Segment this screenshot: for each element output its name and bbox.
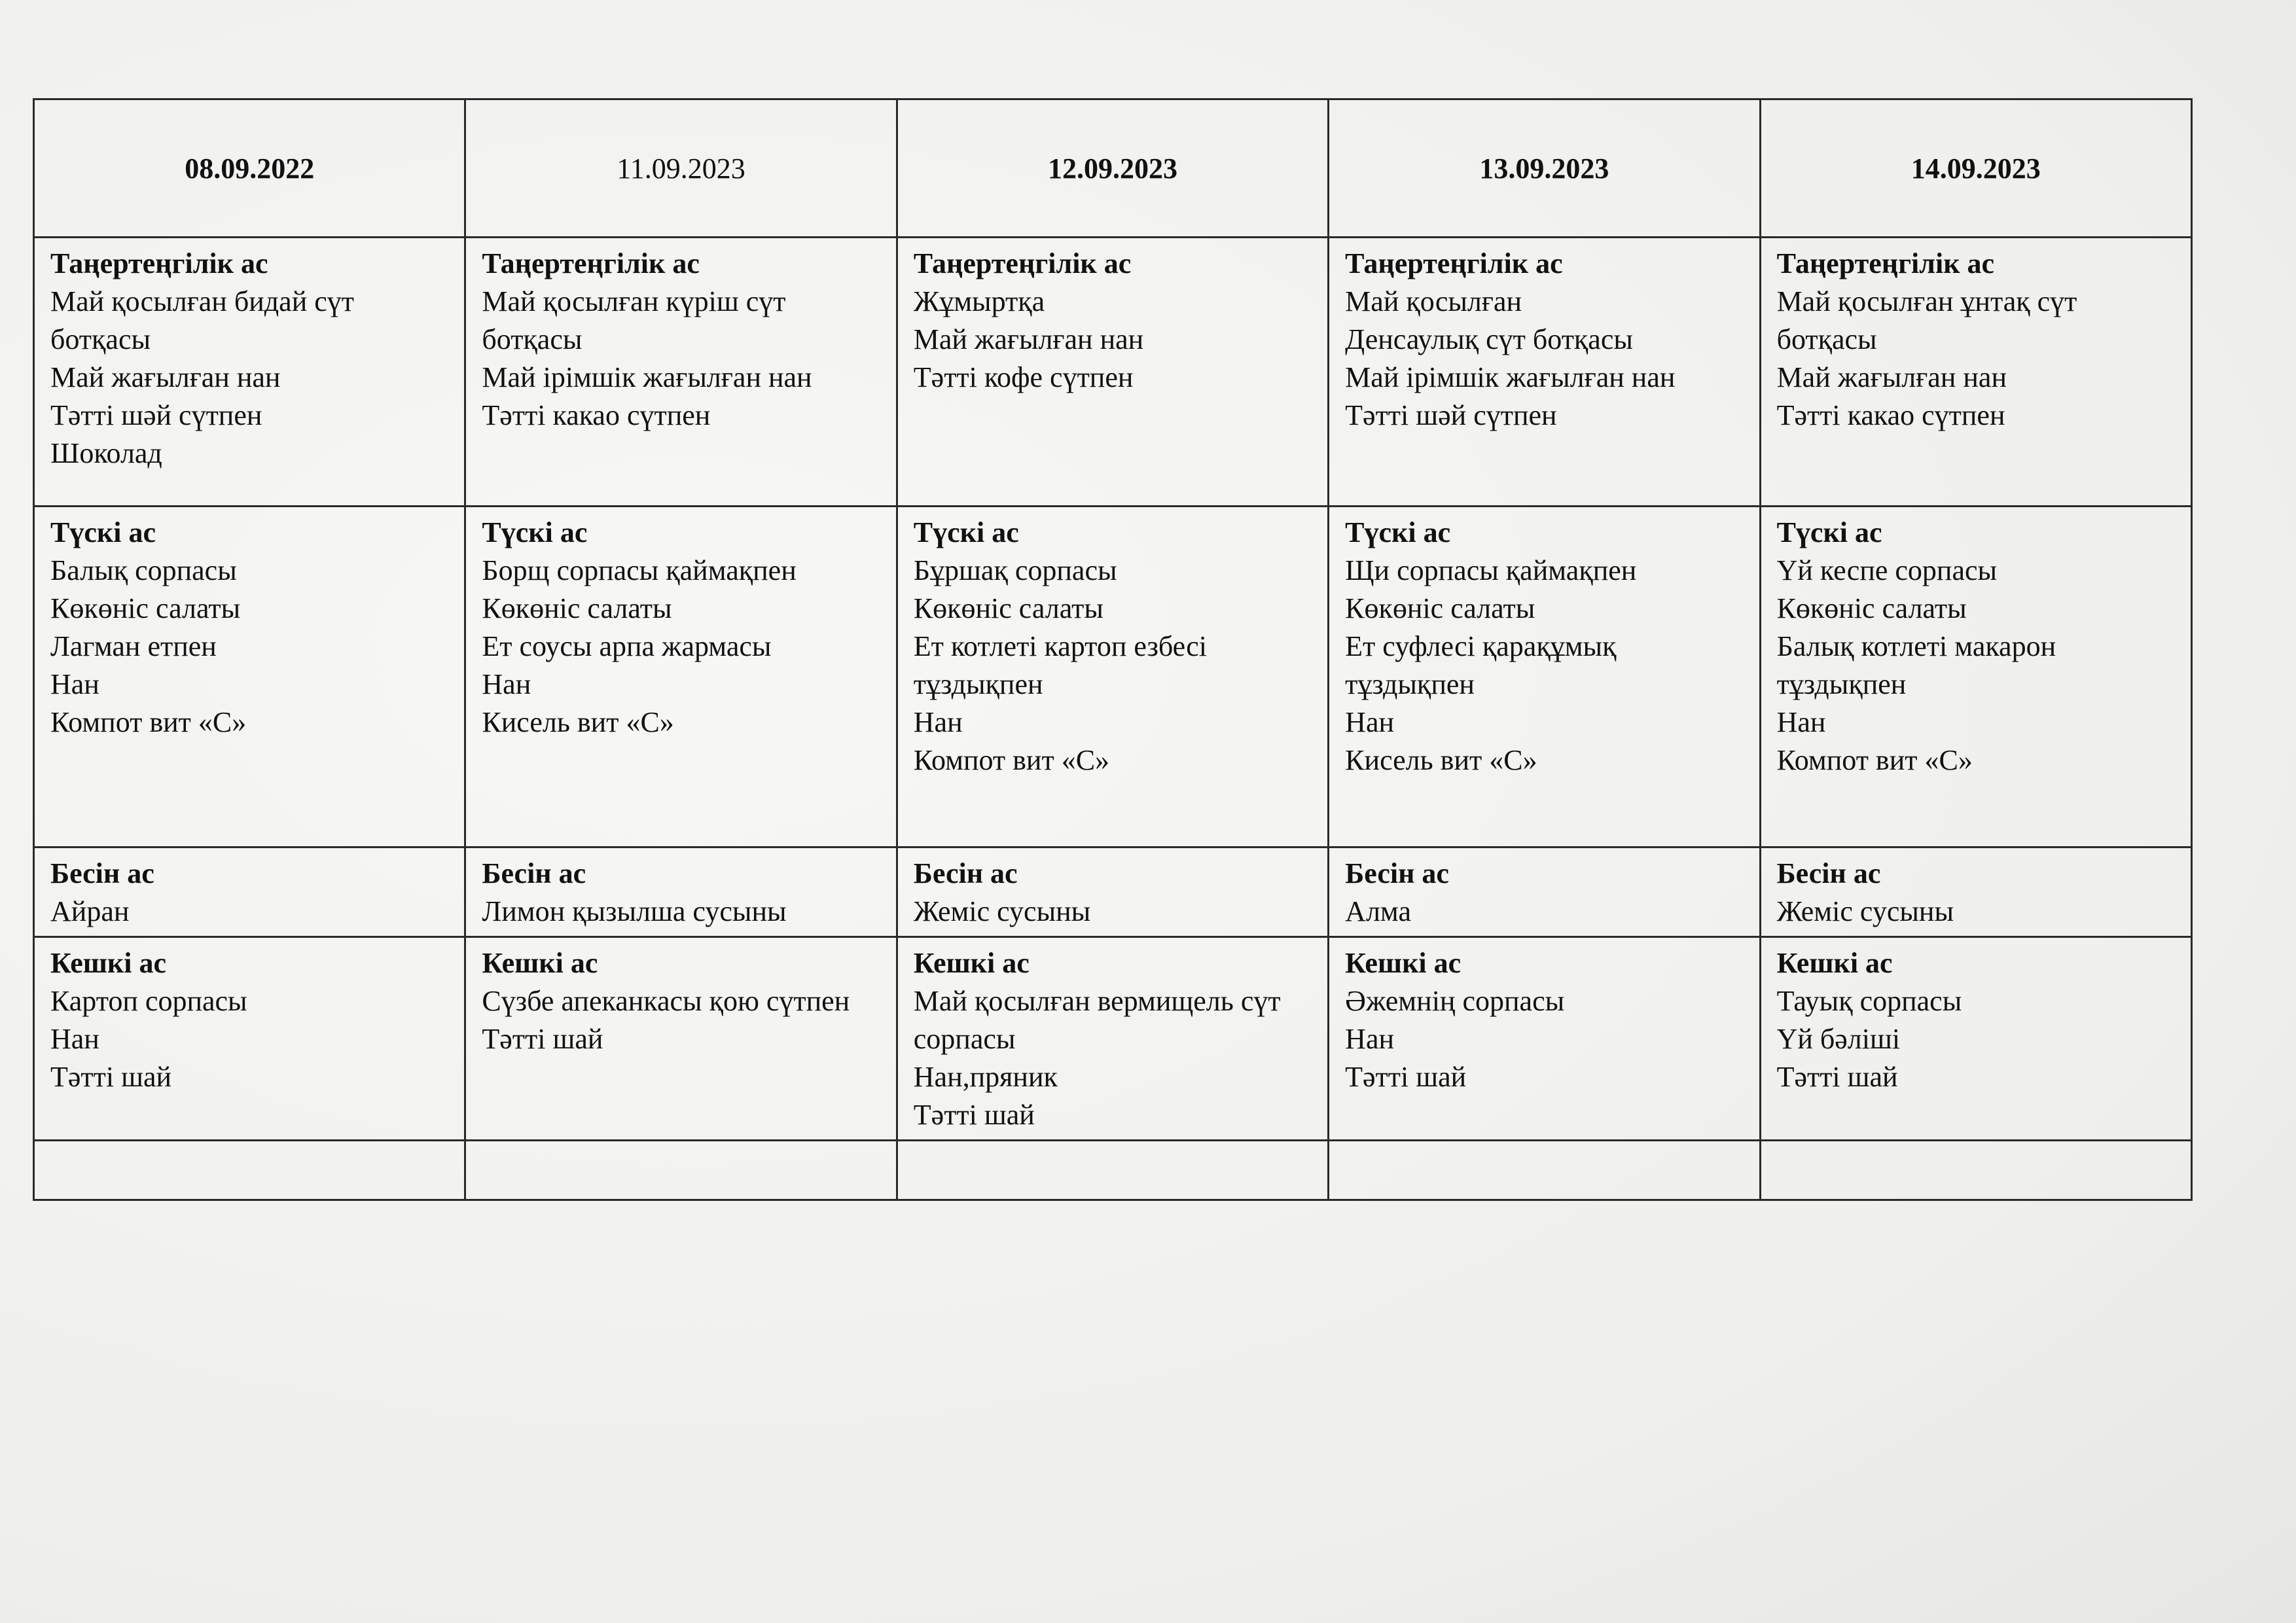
date-header-row (34, 99, 2192, 238)
menu-item: Кисель вит «С» (1345, 744, 1537, 776)
menu-item: Айран (50, 895, 130, 927)
menu-item: Тәтті шәй сүтпен (50, 399, 262, 431)
menu-item: Үй кеспе сорпасы (1776, 554, 1998, 586)
meal-title: Түскі ас (50, 516, 156, 548)
snack-cell (1760, 847, 2191, 937)
menu-item: Май қосылған бидай сүт ботқасы (50, 285, 354, 355)
lunch-cell (1329, 507, 1760, 847)
menu-item: Шоколад (50, 437, 162, 469)
breakfast-cell (1760, 238, 2191, 507)
menu-item: Май жағылған нан (50, 361, 281, 393)
meal-title: Түскі ас (913, 516, 1019, 548)
menu-item: Щи сорпасы қаймақпен (1345, 554, 1637, 586)
snack-cell (897, 847, 1328, 937)
menu-item: Көкөніс салаты (482, 592, 672, 624)
meal-title: Таңертеңгілік ас (913, 247, 1132, 279)
menu-item: Май қосылған ұнтақ сүт ботқасы (1776, 285, 2077, 355)
menu-item: Бұршақ сорпасы (913, 554, 1117, 586)
menu-item: Тәтті шай (50, 1061, 172, 1093)
menu-item: Нан (913, 706, 963, 738)
snack-row (34, 847, 2192, 937)
meal-title: Таңертеңгілік ас (1776, 247, 1995, 279)
meal-title: Бесін ас (1776, 857, 1881, 889)
empty-cell (465, 1141, 897, 1200)
menu-item: Жеміс сусыны (913, 895, 1091, 927)
menu-item: Нан (1345, 1023, 1395, 1055)
menu-item: Компот вит «С» (913, 744, 1110, 776)
menu-item: Тәтті какао сүтпен (482, 399, 711, 431)
meal-title: Таңертеңгілік ас (482, 247, 700, 279)
date-header-3: 12.09.2023 (897, 99, 1328, 238)
menu-item: Тәтті шай (482, 1023, 603, 1055)
breakfast-cell (1329, 238, 1760, 507)
menu-item: Тәтті шай (913, 1099, 1035, 1131)
lunch-cell (465, 507, 897, 847)
dinner-cell (1760, 937, 2191, 1141)
empty-cell (1329, 1141, 1760, 1200)
menu-item: Тәтті какао сүтпен (1776, 399, 2005, 431)
empty-cell (1760, 1141, 2191, 1200)
meal-title: Түскі ас (482, 516, 588, 548)
menu-item: Ет суфлесі қарақұмық тұздықпен (1345, 630, 1617, 700)
breakfast-row (34, 238, 2192, 507)
meal-title: Бесін ас (1345, 857, 1449, 889)
lunch-cell (897, 507, 1328, 847)
menu-item: Картоп сорпасы (50, 985, 247, 1017)
dinner-row (34, 937, 2192, 1141)
meal-title: Бесін ас (913, 857, 1018, 889)
date-header-5: 14.09.2023 (1760, 99, 2191, 238)
meal-title: Кешкі ас (50, 947, 167, 979)
menu-item: Алма (1345, 895, 1411, 927)
menu-item: Жеміс сусыны (1776, 895, 1954, 927)
menu-item: Компот вит «С» (50, 706, 247, 738)
empty-row (34, 1141, 2192, 1200)
weekly-menu-table (33, 98, 2193, 1201)
menu-item: Жұмыртқа (913, 285, 1045, 317)
lunch-row (34, 507, 2192, 847)
meal-title: Түскі ас (1776, 516, 1882, 548)
menu-item: Нан (1776, 706, 1826, 738)
menu-item: Май қосылған (1345, 285, 1522, 317)
menu-item: Май қосылған күріш сүт ботқасы (482, 285, 786, 355)
menu-item: Лимон қызылша сусыны (482, 895, 787, 927)
meal-title: Бесін ас (482, 857, 586, 889)
menu-item: Тауық сорпасы (1776, 985, 1962, 1017)
menu-item: Май жағылған нан (1776, 361, 2007, 393)
menu-item: Әжемнің сорпасы (1345, 985, 1565, 1017)
snack-cell (465, 847, 897, 937)
meal-title: Бесін ас (50, 857, 154, 889)
breakfast-cell (465, 238, 897, 507)
dinner-cell (34, 937, 465, 1141)
meal-title: Кешкі ас (913, 947, 1030, 979)
menu-item: Нан (50, 668, 99, 700)
snack-cell (1329, 847, 1760, 937)
menu-item: Көкөніс салаты (1776, 592, 1967, 624)
menu-item: Май қосылған вермищель сүт сорпасы (913, 985, 1281, 1055)
date-header-2: 11.09.2023 (465, 99, 897, 238)
menu-item: Үй бәліші (1776, 1023, 1901, 1055)
snack-cell (34, 847, 465, 937)
breakfast-cell (897, 238, 1328, 507)
menu-item: Көкөніс салаты (913, 592, 1103, 624)
meal-title: Кешкі ас (1345, 947, 1462, 979)
menu-item: Май ірімшік жағылған нан (1345, 361, 1676, 393)
menu-item: Тәтті шай (1345, 1061, 1467, 1093)
dinner-cell (897, 937, 1328, 1141)
date-header-1: 08.09.2022 (34, 99, 465, 238)
menu-item: Көкөніс салаты (1345, 592, 1535, 624)
meal-title: Кешкі ас (1776, 947, 1893, 979)
menu-item: Нан,пряник (913, 1061, 1058, 1093)
date-header-4: 13.09.2023 (1329, 99, 1760, 238)
menu-item: Нан (482, 668, 531, 700)
menu-item: Ет соусы арпа жармасы (482, 630, 772, 662)
lunch-cell (34, 507, 465, 847)
lunch-cell (1760, 507, 2191, 847)
meal-title: Таңертеңгілік ас (50, 247, 268, 279)
menu-item: Май жағылған нан (913, 323, 1144, 355)
menu-item: Балық котлеті макарон тұздықпен (1776, 630, 2056, 700)
dinner-cell (1329, 937, 1760, 1141)
menu-item: Балық сорпасы (50, 554, 237, 586)
menu-item: Сүзбе апеканкасы қою сүтпен (482, 985, 850, 1017)
empty-cell (34, 1141, 465, 1200)
breakfast-cell (34, 238, 465, 507)
menu-item: Көкөніс салаты (50, 592, 241, 624)
menu-item: Ет котлеті картоп езбесі тұздықпен (913, 630, 1208, 700)
empty-cell (897, 1141, 1328, 1200)
menu-item: Нан (50, 1023, 99, 1055)
dinner-cell (465, 937, 897, 1141)
menu-item: Лагман етпен (50, 630, 217, 662)
menu-item: Май ірімшік жағылған нан (482, 361, 812, 393)
menu-item: Борщ сорпасы қаймақпен (482, 554, 797, 586)
meal-title: Кешкі ас (482, 947, 598, 979)
meal-title: Таңертеңгілік ас (1345, 247, 1563, 279)
meal-title: Түскі ас (1345, 516, 1451, 548)
menu-item: Компот вит «С» (1776, 744, 1973, 776)
menu-item: Денсаулық сүт ботқасы (1345, 323, 1633, 355)
menu-item: Кисель вит «С» (482, 706, 674, 738)
menu-item: Тәтті шәй сүтпен (1345, 399, 1557, 431)
menu-item: Нан (1345, 706, 1395, 738)
menu-item: Тәтті кофе сүтпен (913, 361, 1134, 393)
menu-item: Тәтті шай (1776, 1061, 1898, 1093)
